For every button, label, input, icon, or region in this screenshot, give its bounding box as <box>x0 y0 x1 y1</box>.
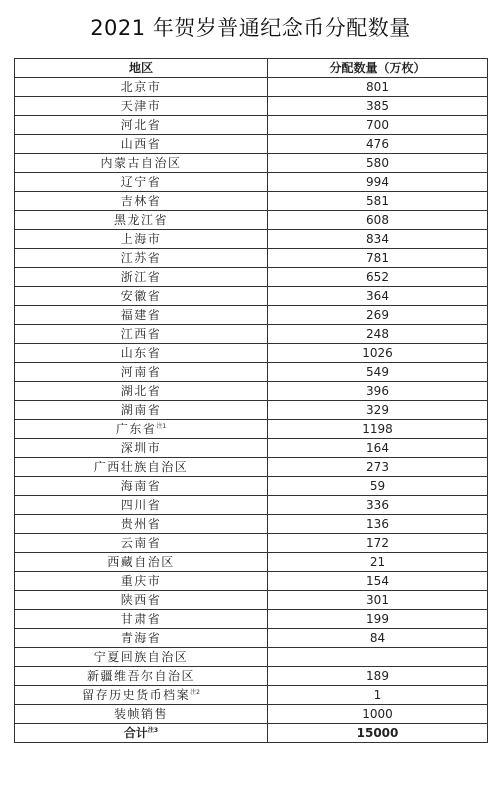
region-cell <box>15 705 268 724</box>
region-cell <box>15 686 268 705</box>
amount-cell <box>268 648 488 667</box>
amount-cell: 59 <box>268 477 488 496</box>
region-name: 贵州省 <box>120 517 162 531</box>
region-cell <box>15 268 268 287</box>
amount-cell: 199 <box>268 610 488 629</box>
region-name: 内蒙古自治区 <box>100 156 182 170</box>
table-row <box>15 135 488 154</box>
region-name: 西藏自治区 <box>107 555 175 569</box>
amount-cell: 273 <box>268 458 488 477</box>
amount-cell: 385 <box>268 97 488 116</box>
amount-cell: 608 <box>268 211 488 230</box>
table-row <box>15 591 488 610</box>
amount-cell: 396 <box>268 382 488 401</box>
amount-cell: 164 <box>268 439 488 458</box>
table-row <box>15 78 488 97</box>
region-cell <box>15 610 268 629</box>
region-name: 青海省 <box>120 631 162 645</box>
region-cell <box>15 458 268 477</box>
table-row <box>15 667 488 686</box>
region-name: 广西壮族自治区 <box>93 460 189 474</box>
table-row <box>15 401 488 420</box>
table-row <box>15 230 488 249</box>
amount-cell: 154 <box>268 572 488 591</box>
region-name: 海南省 <box>120 479 162 493</box>
region-cell <box>15 116 268 135</box>
table-row <box>15 382 488 401</box>
region-cell <box>15 344 268 363</box>
region-cell <box>15 496 268 515</box>
table-row <box>15 496 488 515</box>
region-cell <box>15 192 268 211</box>
amount-cell: 269 <box>268 306 488 325</box>
table-row <box>15 572 488 591</box>
amount-cell: 189 <box>268 667 488 686</box>
region-cell <box>15 420 268 439</box>
amount-cell: 329 <box>268 401 488 420</box>
region-name: 山东省 <box>120 346 162 360</box>
region-cell <box>15 648 268 667</box>
region-name: 河南省 <box>120 365 162 379</box>
region-name: 装帧销售 <box>113 707 168 721</box>
amount-cell: 136 <box>268 515 488 534</box>
region-cell <box>15 439 268 458</box>
region-name: 辽宁省 <box>120 175 162 189</box>
table-row <box>15 344 488 363</box>
amount-cell: 476 <box>268 135 488 154</box>
region-cell <box>15 230 268 249</box>
region-cell <box>15 211 268 230</box>
region-cell <box>15 534 268 553</box>
region-cell <box>15 553 268 572</box>
amount-cell: 84 <box>268 629 488 648</box>
table-row <box>15 249 488 268</box>
amount-cell: 21 <box>268 553 488 572</box>
table-row <box>15 686 488 705</box>
total-label-cell <box>15 724 268 743</box>
region-name: 甘肃省 <box>120 612 162 626</box>
column-header-region: 地区 <box>15 59 268 78</box>
table-row <box>15 173 488 192</box>
table-row <box>15 192 488 211</box>
region-cell <box>15 591 268 610</box>
page-title: 2021 年贺岁普通纪念币分配数量 <box>90 16 411 40</box>
amount-cell: 549 <box>268 363 488 382</box>
region-cell <box>15 477 268 496</box>
table-row <box>15 439 488 458</box>
region-cell <box>15 401 268 420</box>
table-row <box>15 116 488 135</box>
table-row <box>15 211 488 230</box>
amount-cell: 580 <box>268 154 488 173</box>
amount-cell: 248 <box>268 325 488 344</box>
amount-cell: 364 <box>268 287 488 306</box>
amount-cell: 700 <box>268 116 488 135</box>
table-row <box>15 363 488 382</box>
amount-cell: 801 <box>268 78 488 97</box>
region-name: 陕西省 <box>120 593 162 607</box>
footnote-marker: 注2 <box>190 689 200 696</box>
region-name: 天津市 <box>120 99 162 113</box>
region-cell <box>15 97 268 116</box>
table-row <box>15 97 488 116</box>
region-name: 重庆市 <box>120 574 162 588</box>
region-cell <box>15 154 268 173</box>
region-name: 四川省 <box>120 498 162 512</box>
allocation-table <box>14 58 488 743</box>
table-row <box>15 325 488 344</box>
region-name: 山西省 <box>120 137 162 151</box>
region-cell <box>15 325 268 344</box>
table-row <box>15 420 488 439</box>
region-cell <box>15 78 268 97</box>
region-cell <box>15 135 268 154</box>
table-row <box>15 287 488 306</box>
amount-cell: 172 <box>268 534 488 553</box>
region-cell <box>15 363 268 382</box>
region-cell <box>15 382 268 401</box>
region-name: 安徽省 <box>120 289 162 303</box>
footnote-marker: 注3 <box>147 727 159 734</box>
amount-cell: 652 <box>268 268 488 287</box>
region-cell <box>15 173 268 192</box>
amount-cell: 781 <box>268 249 488 268</box>
region-name: 湖南省 <box>120 403 162 417</box>
amount-cell: 994 <box>268 173 488 192</box>
region-cell <box>15 572 268 591</box>
amount-cell: 336 <box>268 496 488 515</box>
footnote-marker: 注1 <box>156 423 167 430</box>
region-name: 福建省 <box>120 308 162 322</box>
region-name: 黑龙江省 <box>113 213 168 227</box>
table-row <box>15 306 488 325</box>
table-row <box>15 154 488 173</box>
table-row <box>15 268 488 287</box>
total-amount: 15000 <box>268 724 488 743</box>
table-row <box>15 648 488 667</box>
region-name: 吉林省 <box>120 194 162 208</box>
amount-cell: 581 <box>268 192 488 211</box>
region-name: 北京市 <box>120 80 162 94</box>
region-name: 浙江省 <box>120 270 162 284</box>
table-row <box>15 705 488 724</box>
table-row <box>15 515 488 534</box>
table-row <box>15 477 488 496</box>
amount-cell: 1 <box>268 686 488 705</box>
region-name: 新疆维吾尔自治区 <box>86 669 195 683</box>
table-row <box>15 610 488 629</box>
amount-cell: 1026 <box>268 344 488 363</box>
region-name: 宁夏回族自治区 <box>93 650 189 664</box>
region-name: 深圳市 <box>120 441 162 455</box>
region-cell <box>15 667 268 686</box>
region-cell <box>15 249 268 268</box>
amount-cell: 301 <box>268 591 488 610</box>
region-name: 留存历史货币档案 <box>82 688 191 702</box>
amount-cell: 1000 <box>268 705 488 724</box>
column-header-amount: 分配数量（万枚） <box>268 59 488 78</box>
table-row <box>15 629 488 648</box>
region-cell <box>15 515 268 534</box>
region-name: 上海市 <box>120 232 162 246</box>
region-name: 广东省 <box>115 422 157 436</box>
table-row <box>15 458 488 477</box>
region-name: 湖北省 <box>120 384 162 398</box>
amount-cell: 1198 <box>268 420 488 439</box>
table-header-row <box>15 59 488 78</box>
region-cell <box>15 287 268 306</box>
table-row <box>15 553 488 572</box>
amount-cell: 834 <box>268 230 488 249</box>
region-name: 江苏省 <box>120 251 162 265</box>
region-cell <box>15 306 268 325</box>
region-name: 云南省 <box>120 536 162 550</box>
region-name: 江西省 <box>120 327 162 341</box>
total-label: 合计 <box>123 726 148 740</box>
region-cell <box>15 629 268 648</box>
region-name: 河北省 <box>120 118 162 132</box>
table-row <box>15 534 488 553</box>
total-row <box>15 724 488 743</box>
